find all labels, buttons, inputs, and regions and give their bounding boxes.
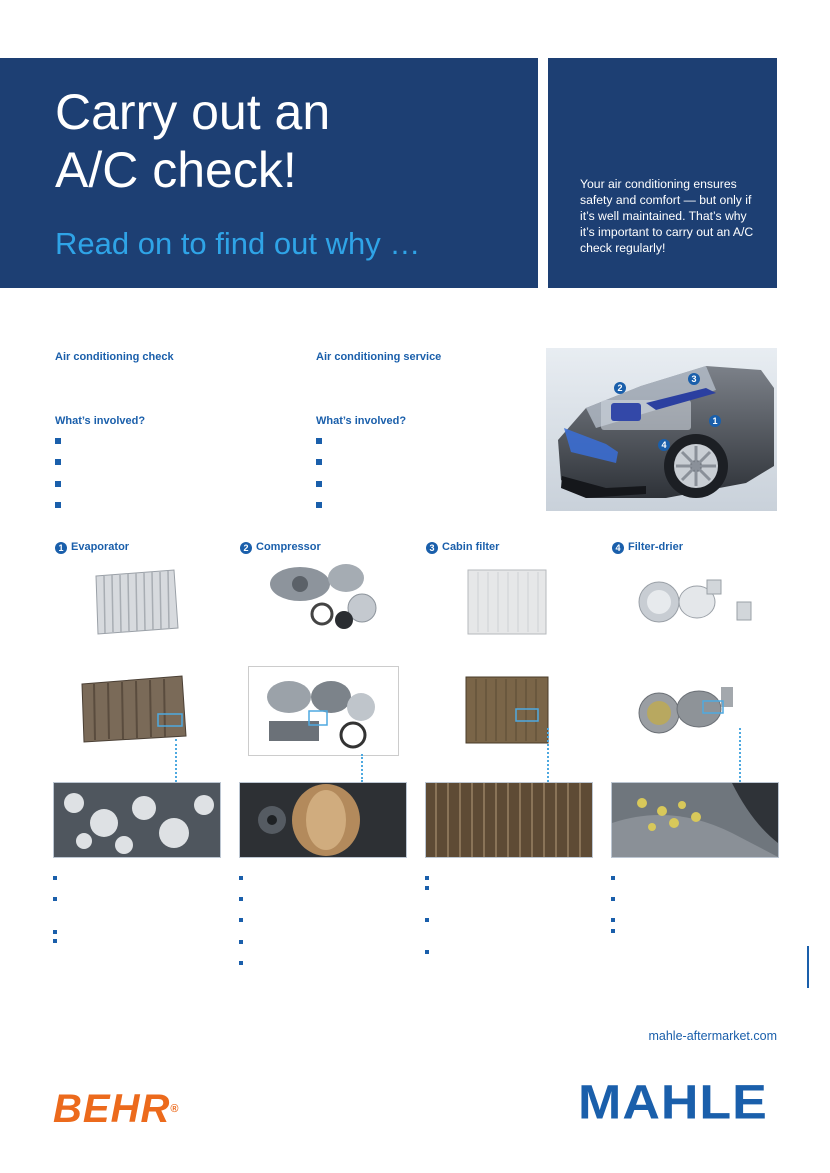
car-callout-3: 3 <box>688 373 700 385</box>
zoom-connector <box>739 728 741 782</box>
check-bullet <box>55 481 61 487</box>
detail-bullet <box>239 918 243 922</box>
component-number: 1 <box>55 542 67 554</box>
check-bullet <box>55 459 61 465</box>
evaporator-worn-image <box>78 672 190 749</box>
service-bullet <box>316 459 322 465</box>
detail-bullet <box>425 950 429 954</box>
evaporator-new-image <box>90 566 182 641</box>
component-number: 3 <box>426 542 438 554</box>
component-label: Evaporator <box>71 541 130 553</box>
service-involved-heading: What’s involved? <box>316 415 407 427</box>
compressor-closeup <box>239 782 407 858</box>
side-marker <box>807 946 809 988</box>
cabin-filter-new-image <box>466 568 548 641</box>
filter-drier-closeup <box>611 782 779 858</box>
component-label: Filter-drier <box>628 541 684 553</box>
behr-logo-text: BEHR <box>53 1087 171 1131</box>
component-evaporator <box>55 541 129 554</box>
registered-mark: ® <box>170 1103 180 1115</box>
intro-text: Your air conditioning ensures safety and comfort — but only if it’s well maintained. That’s why it’s important to carry out an A/C check regularly! <box>580 177 754 255</box>
component-number: 2 <box>240 542 252 554</box>
title-line-1: Carry out an <box>55 84 331 140</box>
detail-bullet <box>239 897 243 901</box>
compressor-new-image <box>262 560 392 637</box>
service-heading: Air conditioning service <box>316 351 442 363</box>
detail-bullet <box>611 918 615 922</box>
filter-drier-new-image <box>637 572 755 639</box>
car-callout-2: 2 <box>614 382 626 394</box>
cabin-filter-closeup <box>425 782 593 858</box>
detail-bullet <box>611 929 615 933</box>
zoom-connector <box>361 754 363 782</box>
evaporator-closeup <box>53 782 221 858</box>
check-heading: Air conditioning check <box>55 351 174 363</box>
service-bullet <box>316 502 322 508</box>
detail-bullet <box>239 876 243 880</box>
service-bullet <box>316 481 322 487</box>
detail-bullet <box>53 897 57 901</box>
car-callout-1: 1 <box>709 415 721 427</box>
detail-bullet <box>611 876 615 880</box>
component-compressor <box>240 541 321 554</box>
component-cabin-filter <box>426 541 499 554</box>
filter-drier-worn-image <box>637 679 747 750</box>
behr-logo <box>53 1089 179 1129</box>
check-bullet <box>55 438 61 444</box>
check-bullet <box>55 502 61 508</box>
car-callout-4: 4 <box>658 439 670 451</box>
car-ac-image <box>546 348 777 511</box>
check-involved-heading: What’s involved? <box>55 415 146 427</box>
zoom-connector <box>547 728 549 782</box>
service-bullet <box>316 438 322 444</box>
mahle-logo: MAHLE <box>578 1076 768 1130</box>
detail-bullet <box>611 897 615 901</box>
detail-bullet <box>53 930 57 934</box>
component-label: Cabin filter <box>442 541 500 553</box>
detail-bullet <box>425 886 429 890</box>
detail-bullet <box>239 961 243 965</box>
component-label: Compressor <box>256 541 321 553</box>
detail-bullet <box>425 876 429 880</box>
detail-bullet <box>239 940 243 944</box>
detail-bullet <box>53 939 57 943</box>
component-number: 4 <box>612 542 624 554</box>
cabin-filter-worn-image <box>464 675 552 750</box>
title-line-2: A/C check! <box>55 142 297 198</box>
detail-bullet <box>425 918 429 922</box>
website-link[interactable]: mahle-aftermarket.com <box>648 1029 777 1043</box>
detail-bullet <box>53 876 57 880</box>
page-title <box>55 83 330 199</box>
compressor-worn-image <box>248 666 399 756</box>
page-subtitle: Read on to find out why … <box>55 226 421 261</box>
zoom-connector <box>175 739 177 782</box>
component-filter-drier <box>612 541 683 554</box>
